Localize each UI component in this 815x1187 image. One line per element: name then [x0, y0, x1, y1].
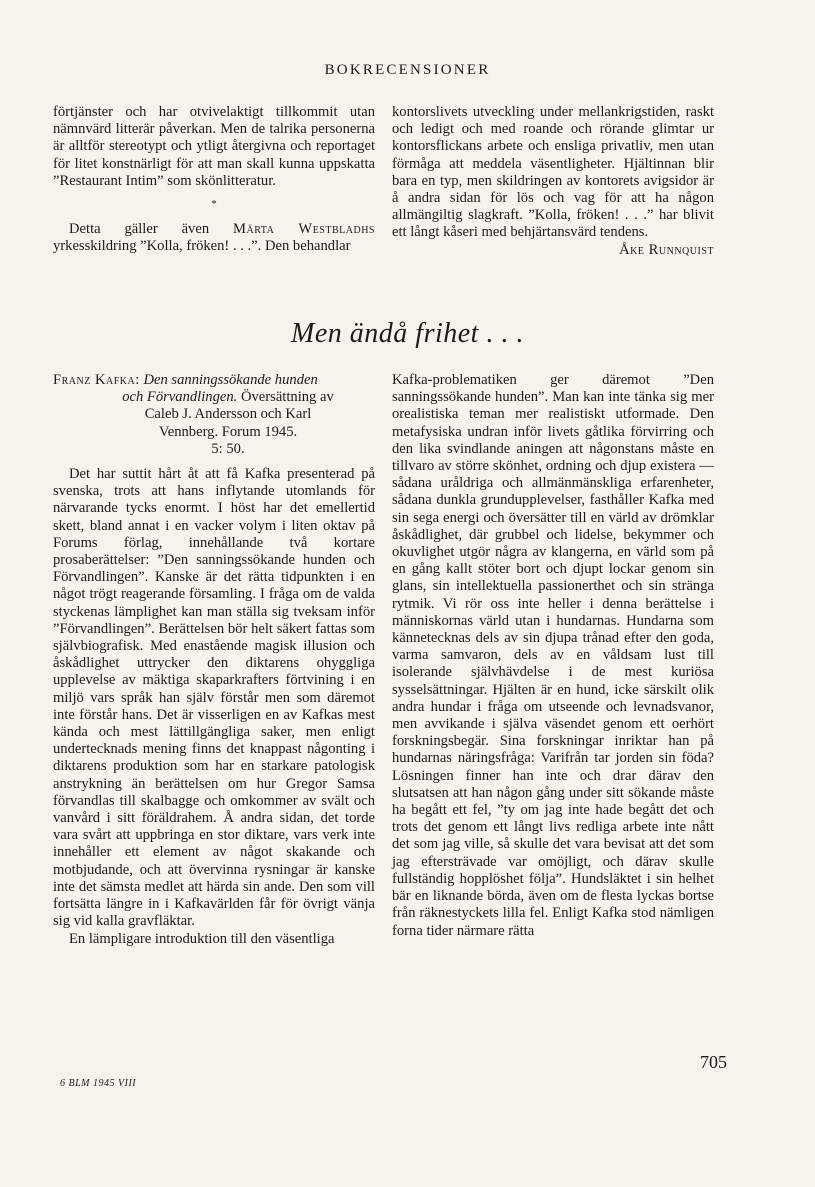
- book-title: Den sanningssökande hunden: [143, 372, 318, 388]
- top-right-paragraph: kontorslivets utveckling under mellankrigstiden, raskt och ledigt och med roande och rörande glimtar ur kontorsflickans arbete och ensliga privatliv, men utan förmåga att meddela väsentligheter. Hjältinnan blir bara en typ, men skildringen av kontorets avigsidor är å andra sidan för lös och vag för att ha någon allmängiltig slagkraft. ”Kolla, fröken! . . .” har blivit ett långt kåseri med behjärtansvärd tendens.: [392, 104, 714, 241]
- page-number: 705: [700, 1052, 727, 1072]
- review-title: Men ändå frihet . . .: [291, 318, 524, 349]
- review-paragraph: Det har suttit hårt åt att få Kafka presenterad på svenska, trots att hans inflytande utomlands för närvarande tycks enormt. I höst har det emellertid skett, bland annat i en vacker volym i liten oktav på Forums förlag, innehållande två kortare prosaberättelser: ”Den sanningssökande hunden och Förvandlingen”. Kanske är det rätta tidpunkten i en något trögt reagerande församling. I fråga om de valda styckenas lämplighet kan man ställa sig tveksam inför ”Förvandlingen”. Berättelsen bör helt säkert fattas som självbiografisk. Med enastående magisk illusion och åskådlighet uttrycker den diktarens ohyggliga upplevelse av mäktiga skaparkrafters förtvining i en miljö vars språk han själv förstår men som däremot inte förstår hans. Det är visserligen en av Kafkas mest kända och mest lättillgängliga saker, men enligt undertecknads mening finns det knappast någonting i diktarens produktion som har en starkare patologisk anstrykning än berättelsen om hur Gregor Samsa förvandlas till skalbagge och omkommer av svält och vanvård i sitt föräldrahem. Å andra sidan, det torde vara svårt att uppbringa en stor diktare, vars verk inte innehåller ett element av något skakande och motbjudande, och att övervinna rysningar är kanske inte det sämsta medlet att härda sin ande. Den som vill fortsätta längre in i Kafkavärlden får för övrigt vänja sig vid kalla gravfläktar.: [53, 466, 375, 930]
- review-paragraph-2: En lämpligare introduktion till den väsentliga: [69, 930, 335, 947]
- top-left-paragraph-2: [53, 221, 375, 255]
- review-paragraph-3: Kafka-problematiken ger däremot ”Den sanningssökande hunden”. Man kan inte tänka sig mer orealistiska teman mer realistiskt utformade. Den metafysiska undran inför livets gåtlika förvirring och den lika svindlande aningen att någonstans måste en tillvaro av större skönhet, ordning och djup existera — sådana uråldriga och allmänmänskliga erfarenheter, sådana dunkla grundupplevelser, fasthåller Kafka med sin sega energi och översätter till en värld av drömklar åskådlighet, där grubbel och lidelse, bekymmer och okuvlighet utgör några av klangerna, en värld som på en gång kallt stöter bort och djupt lockar genom sin glans, sin intellektuella passionerthet och sin stränga rytmik. Vi rör oss inte heller i denna berättelse i människornas värld utan i hundarnas. Hundarna som kännetecknas dels av sin djupa trånad efter den goda, varma samvaron, dels av en våldsam lust till isolerande självhävdelse i de mest kuriösa sysselsättningar. Hjälten är en hund, icke särskilt olik andra hundar i fråga om utseende och levnadsvanor, men avvikande i själva väsendet genom ett oerhört forskningsbegär. Sina forskningar inriktar han på hundarnas näringsfråga: Varifrån tar jorden sin föda? Lösningen finner han inte och drar därav den slutsatsen att han någon gång under sitt sökande måste ha begått ett fel, ”ty om jag inte hade begått det och trots det genom ett långt livs redliga arbete inte nått det som jag ville, så skulle det vara bevisat att det som jag eftersträvade var omöjligt, och därav skulle fullständig hopplöshet följa”. Hundsläktet i sin helhet bär en liknande börda, även om de flesta lyckas bortse från räknestyckets lilla fel. Enligt Kafka stod nämligen forna tider närmare rätta: [392, 372, 714, 939]
- bottom-right-column: [392, 372, 714, 940]
- bibliographic-entry: [53, 372, 375, 458]
- text: Detta gäller även: [69, 221, 234, 238]
- bottom-left-column: [53, 372, 375, 948]
- book-author: Franz Kafka:: [53, 372, 140, 388]
- text: yrkesskildring ”Kolla, fröken! . . .”. Den behandlar: [53, 238, 351, 255]
- translators-publisher: Vennberg. Forum 1945.: [158, 423, 298, 440]
- translation-note: Översättning av: [240, 389, 334, 406]
- reviewer-signature: Åke Runnquist: [619, 241, 714, 258]
- top-left-column: [53, 104, 375, 256]
- top-left-paragraph: förtjänster och har otvivelaktigt tillkommit utan nämnvärd litterär påverkan. Men de talrika personerna är alltför stereotypt och ytligt återgivna och reportaget för litet konstnärligt för att man skall kunna uppskatta ”Restaurant Intim” som skönlitteratur.: [53, 104, 375, 189]
- author-name: Märta Westbladhs: [233, 221, 375, 238]
- top-right-column: [392, 104, 714, 259]
- section-separator: *: [211, 198, 217, 211]
- book-price: 5: 50.: [211, 440, 245, 457]
- book-title-2: och Förvandlingen.: [122, 389, 238, 406]
- running-head: BOKRECENSIONER: [324, 62, 491, 78]
- translators: Caleb J. Andersson och Karl: [144, 406, 312, 423]
- signature-mark: 6 BLM 1945 VIII: [60, 1078, 137, 1089]
